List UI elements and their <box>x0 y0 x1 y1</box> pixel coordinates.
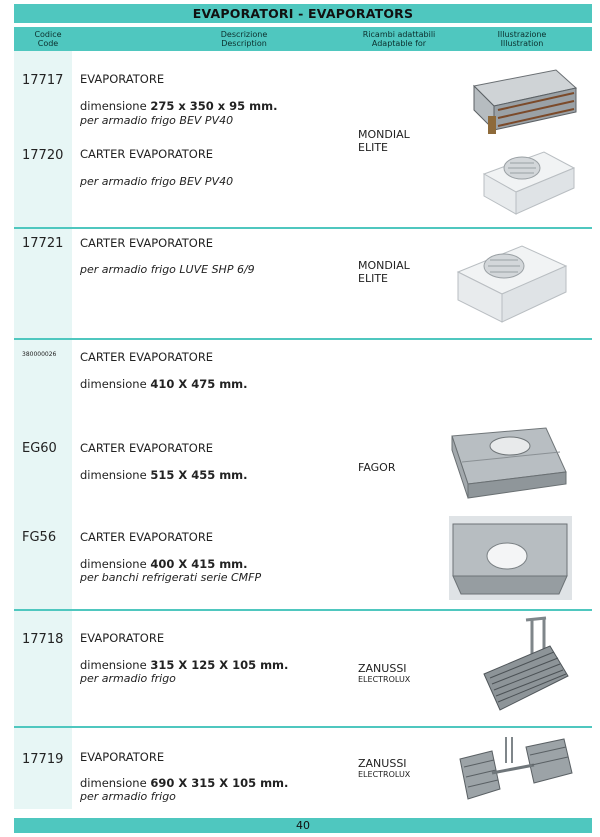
evaporator-cover-illustration <box>452 238 572 330</box>
product-dimension: dimensione 690 X 315 X 105 mm. <box>80 776 289 790</box>
adaptable-for: MONDIAL ELITE <box>358 259 410 285</box>
product-code: 17719 <box>22 752 64 767</box>
product-note: per armadio frigo LUVE SHP 6/9 <box>80 263 255 276</box>
product-note: per armadio frigo <box>80 672 176 685</box>
column-header-bar <box>14 27 592 51</box>
product-dimension: dimensione 315 X 125 X 105 mm. <box>80 658 289 672</box>
section-divider <box>14 338 592 340</box>
product-name: EVAPORATORE <box>80 750 165 764</box>
evaporator-coil-illustration <box>468 66 580 136</box>
product-name: CARTER EVAPORATORE <box>80 441 214 455</box>
product-name: CARTER EVAPORATORE <box>80 350 214 364</box>
product-name: EVAPORATORE <box>80 631 165 645</box>
section-divider <box>14 609 592 611</box>
page-title: EVAPORATORI - EVAPORATORS <box>14 4 592 23</box>
product-dimension: dimensione 275 x 350 x 95 mm. <box>80 99 278 113</box>
code-column-background <box>14 51 72 809</box>
product-dimension: dimensione 400 X 415 mm. <box>80 557 248 571</box>
product-code: 380000026 <box>22 351 57 358</box>
adaptable-for: FAGOR <box>358 461 396 474</box>
header-adaptable: Ricambi adattabili Adaptable for <box>362 30 436 48</box>
page-number: 40 <box>14 818 592 833</box>
evaporator-coil-illustration <box>456 733 576 805</box>
header-illustration: Illustrazione Illustration <box>497 30 547 48</box>
product-code: 17717 <box>22 73 64 88</box>
product-code: EG60 <box>22 441 57 456</box>
product-name: CARTER EVAPORATORE <box>80 236 214 250</box>
adaptable-for: MONDIAL ELITE <box>358 128 410 154</box>
evaporator-cover-illustration <box>478 144 578 224</box>
product-note: per armadio frigo BEV PV40 <box>80 114 234 127</box>
carter-tray-illustration <box>449 516 572 600</box>
header-description: Descrizione Description <box>220 30 268 48</box>
section-divider <box>14 726 592 728</box>
evaporator-coil-illustration <box>476 614 574 722</box>
product-note: per armadio frigo <box>80 790 176 803</box>
adaptable-for: ZANUSSI ELECTROLUX <box>358 757 411 779</box>
product-note: per armadio frigo BEV PV40 <box>80 175 234 188</box>
adaptable-for: ZANUSSI ELECTROLUX <box>358 662 411 684</box>
header-code: Codice Code <box>34 30 62 48</box>
product-code: 17718 <box>22 632 64 647</box>
product-code: 17720 <box>22 148 64 163</box>
product-code: FG56 <box>22 530 57 545</box>
product-dimension: dimensione 515 X 455 mm. <box>80 468 248 482</box>
carter-tray-illustration <box>448 424 570 504</box>
product-code: 17721 <box>22 236 64 251</box>
product-name: EVAPORATORE <box>80 72 165 86</box>
product-dimension: dimensione 410 X 475 mm. <box>80 377 248 391</box>
product-name: CARTER EVAPORATORE <box>80 530 214 544</box>
product-note: per banchi refrigerati serie CMFP <box>80 571 262 584</box>
product-name: CARTER EVAPORATORE <box>80 147 214 161</box>
section-divider <box>14 227 592 229</box>
